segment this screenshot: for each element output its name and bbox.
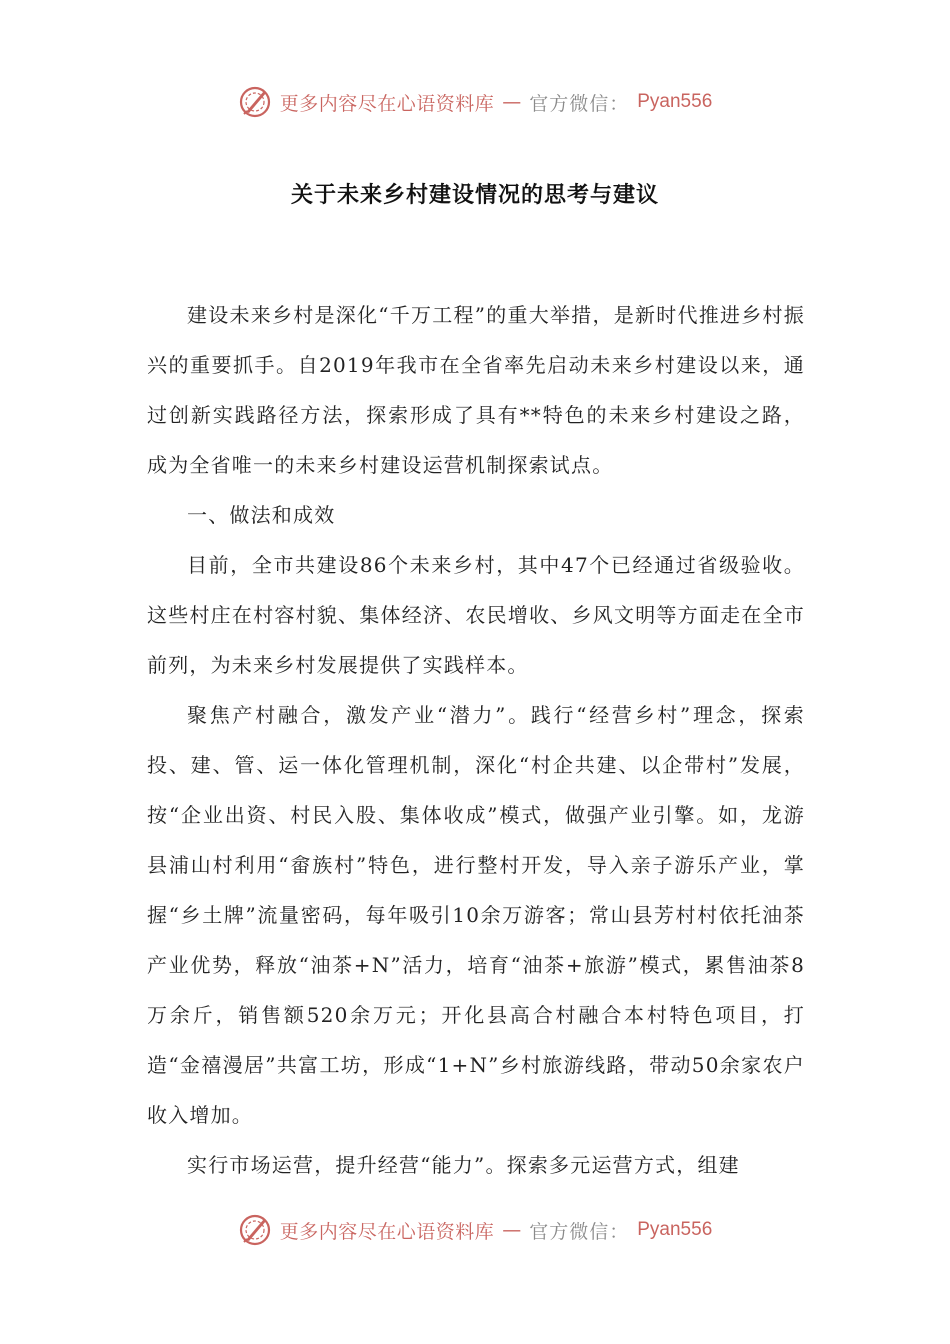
paragraph-overview: 目前，全市共建设86个未来乡村，其中47个已经通过省级验收。这些村庄在村容村貌、集体经济、农民增收、乡风文明等方面走在全市前列，为未来乡村发展提供了实践样本。 [147, 553, 805, 677]
watermark-wechat-label: 官方微信： [529, 92, 630, 115]
section-heading: 一、做法和成效 [187, 503, 336, 527]
paragraph-operations: 实行市场运营，提升经营“能力”。探索多元运营方式，组建 [187, 1153, 740, 1177]
document-title: 关于未来乡村建设情况的思考与建议 [290, 183, 659, 208]
watermark-brand-text: 更多内容尽在心语资料库 [279, 92, 495, 115]
header-watermark [0, 82, 950, 122]
paragraph-intro: 建设未来乡村是深化“千万工程”的重大举措，是新时代推进乡村振兴的重要抓手。自2019年我市在全省率先启动未来乡村建设以来，通过创新实践路径方法，探索形成了具有**特色的未来乡村建设之路，成为全省唯一的未来乡村建设运营机制探索试点。 [147, 303, 805, 477]
document-body [147, 290, 805, 1190]
watermark-wechat-label: 官方微信： [529, 1220, 630, 1243]
watermark-separator: — [502, 91, 522, 113]
watermark-separator: — [502, 1219, 522, 1241]
quill-seal-logo-icon [238, 85, 272, 119]
watermark-wechat-id: Pyan556 [637, 91, 713, 112]
watermark-wechat-id: Pyan556 [637, 1219, 713, 1240]
quill-seal-logo-icon [238, 1213, 272, 1247]
watermark-brand-text: 更多内容尽在心语资料库 [279, 1220, 495, 1243]
paragraph-industry: 聚焦产村融合，激发产业“潜力”。践行“经营乡村”理念，探索投、建、管、运一体化管理机制，深化“村企共建、以企带村”发展，按“企业出资、村民入股、集体收成”模式，做强产业引擎。如，龙游县浦山村利用“畲族村”特色，进行整村开发，导入亲子游乐产业，掌握“乡土牌”流量密码，每年吸引10余万游客；常山县芳村村依托油茶产业优势，释放“油茶+N”活力，培育“油茶+旅游”模式，累售油茶8万余斤，销售额520余万元；开化县高合村融合本村特色项目，打造“金禧漫居”共富工坊，形成“1+N”乡村旅游线路，带动50余家农户收入增加。 [147, 703, 805, 1127]
footer-watermark [0, 1210, 950, 1250]
